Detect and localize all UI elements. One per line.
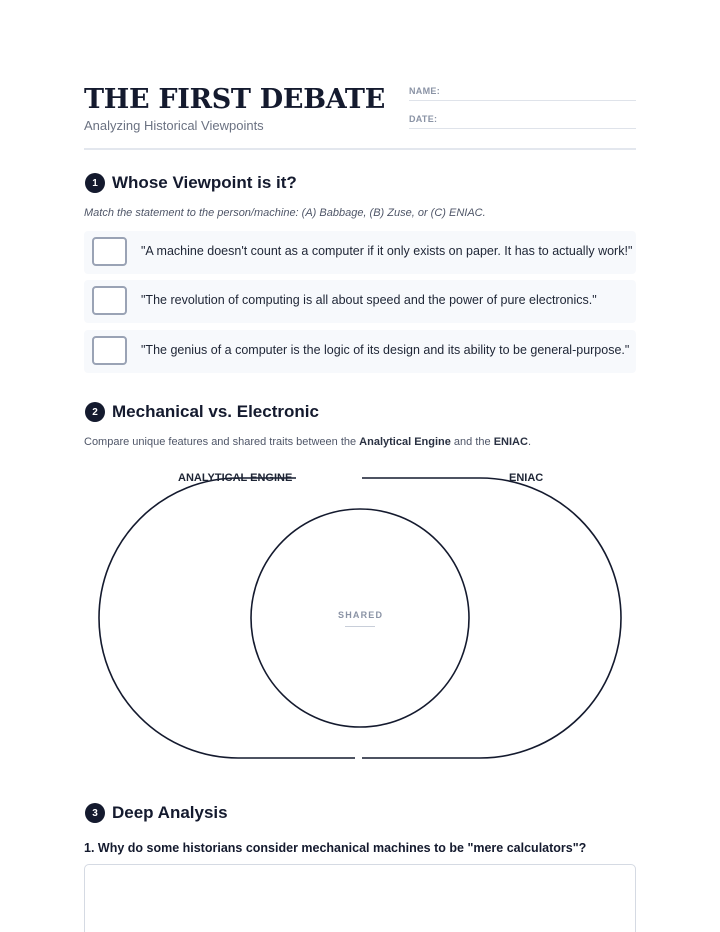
statement-text: "The genius of a computer is the logic of its design and its ability to be general-purpose." xyxy=(141,343,630,357)
statement-text: "A machine doesn't count as a computer if it only exists on paper. It has to actually work!" xyxy=(141,244,633,258)
answer-checkbox[interactable] xyxy=(92,237,127,266)
venn-left-shape xyxy=(99,478,355,758)
section-1-instructions: Match the statement to the person/machine: (A) Babbage, (B) Zuse, or (C) ENIAC. xyxy=(84,207,486,219)
eniac-term: ENIAC xyxy=(493,436,528,448)
statement-row xyxy=(84,231,636,274)
section-1-number-badge: 1 xyxy=(85,173,105,193)
section-2-number-badge: 2 xyxy=(85,402,105,422)
venn-label-eniac: ENIAC xyxy=(509,472,544,484)
instructions-mid: and the xyxy=(450,436,494,448)
date-field[interactable] xyxy=(409,114,636,129)
venn-instructions xyxy=(84,436,531,448)
worksheet-title: THE FIRST DEBATE xyxy=(84,84,385,115)
section-1-title: Whose Viewpoint is it? xyxy=(112,173,297,192)
header-divider xyxy=(84,148,636,150)
venn-right-shape xyxy=(362,478,621,758)
instructions-prefix: Compare unique features and shared traits between the xyxy=(84,436,360,448)
section-3-number-badge: 3 xyxy=(85,803,105,823)
section-2-title: Mechanical vs. Electronic xyxy=(112,402,319,421)
answer-checkbox[interactable] xyxy=(92,336,127,365)
venn-label-analytical-engine: ANALYTICAL ENGINE xyxy=(178,472,293,484)
worksheet-subtitle: Analyzing Historical Viewpoints xyxy=(84,118,264,133)
answer-checkbox[interactable] xyxy=(92,286,127,315)
instructions-suffix: . xyxy=(527,436,531,448)
statement-row xyxy=(84,280,636,323)
venn-shared-underline xyxy=(345,626,375,627)
analytical-engine-term: Analytical Engine xyxy=(359,436,451,448)
question-1-answer-box[interactable] xyxy=(84,864,636,932)
section-3-title: Deep Analysis xyxy=(112,803,228,822)
question-1-text: 1. Why do some historians consider mechanical machines to be "mere calculators"? xyxy=(84,841,587,855)
venn-shared-label: SHARED xyxy=(338,610,384,620)
statement-text: "The revolution of computing is all about speed and the power of pure electronics." xyxy=(141,293,597,307)
date-label: DATE: xyxy=(409,114,438,124)
statement-row xyxy=(84,330,636,373)
name-field[interactable] xyxy=(409,86,636,101)
name-label: NAME: xyxy=(409,86,440,96)
